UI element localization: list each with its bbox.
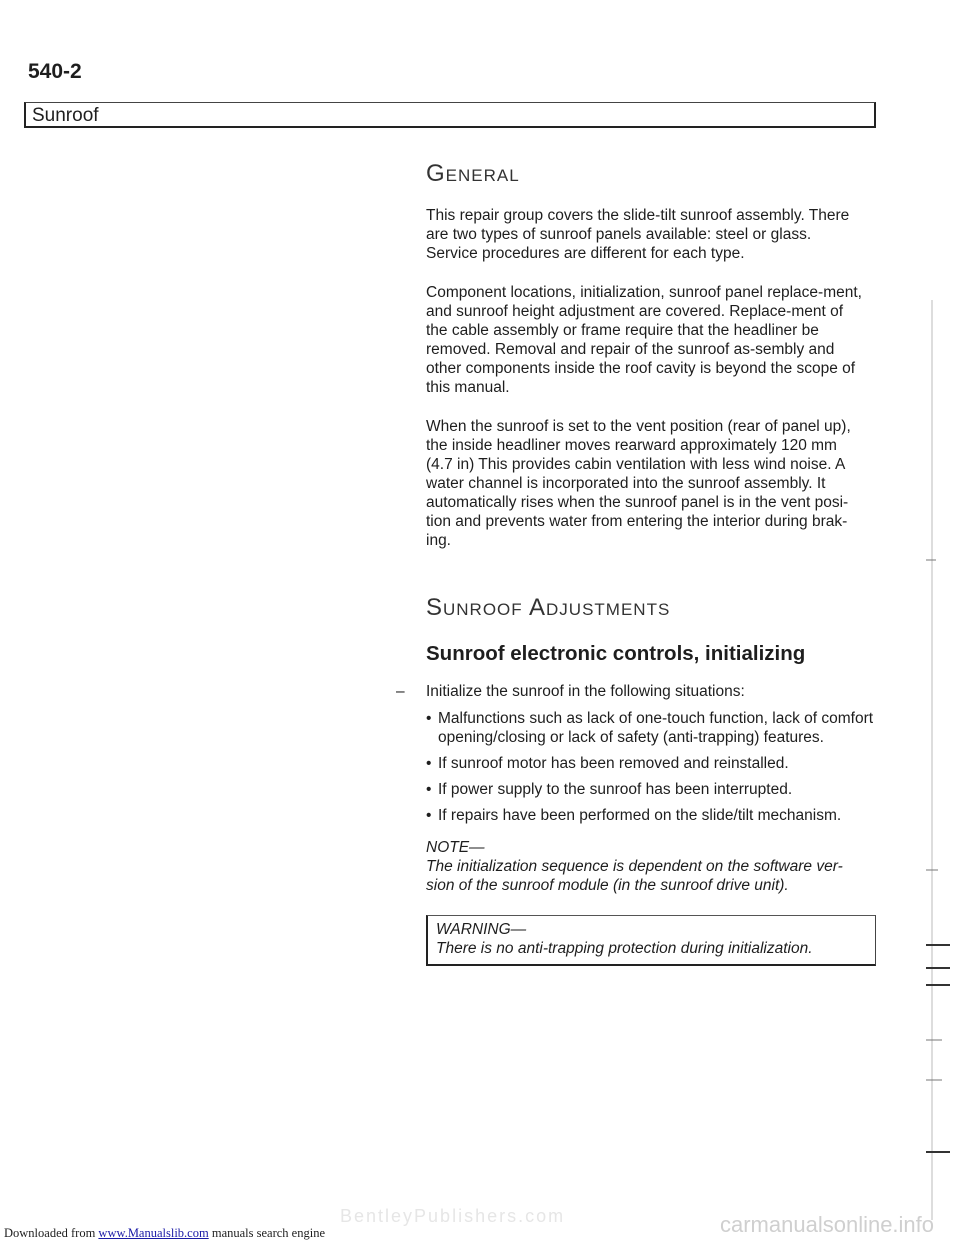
list-item: • If power supply to the sunroof has been interrupted. — [426, 781, 793, 798]
adjustments-heading: Sunroof Adjustments — [426, 594, 671, 621]
note-text: The initialization sequence is dependent on the software ver-sion of the sunroof module (in the sunroof drive unit). — [426, 858, 843, 894]
list-item: • Malfunctions such as lack of one-touch function, lack of comfort opening/closing or lack of safety (anti-trapping) features. — [426, 710, 874, 746]
note-heading: NOTE— — [426, 839, 485, 856]
initializing-subheading: Sunroof electronic controls, initializing — [426, 642, 806, 665]
section-title: Sunroof — [32, 105, 99, 126]
footer-prefix: Downloaded from — [4, 1226, 96, 1240]
download-footer — [4, 1226, 325, 1241]
general-heading: General — [426, 160, 520, 187]
main-content — [396, 160, 876, 966]
bullet-mark: • — [426, 755, 432, 772]
warning-heading: WARNING— — [436, 921, 527, 938]
general-paragraph-3: When the sunroof is set to the vent position (rear of panel up), the inside headliner moves rearward approximately 120 mm (4.7 in) This provides cabin ventilation with less wind noise. A water channel is incorporated into the sunroof assembly. It automatically rises when the sunroof panel is in the vent posi-tion and prevents water from entering the interior during brak-ing. — [426, 418, 851, 549]
step-text: Initialize the sunroof in the following situations: — [426, 683, 745, 700]
bullet-mark: • — [426, 781, 432, 798]
step-dash: – — [396, 683, 405, 700]
footer-suffix: manuals search engine — [211, 1226, 325, 1240]
bullet-mark: • — [426, 710, 432, 727]
procedure-step — [396, 682, 876, 701]
site-watermark: carmanualsonline.info — [720, 1212, 935, 1237]
list-item: • If sunroof motor has been removed and reinstalled. — [426, 755, 789, 772]
section-title-bar — [24, 102, 876, 128]
list-item: • If repairs have been performed on the slide/tilt mechanism. — [426, 807, 842, 824]
manualslib-link[interactable]: www.Manualslib.com — [98, 1226, 209, 1240]
page-edge-marks — [918, 0, 960, 1242]
page-number: 540-2 — [28, 60, 82, 83]
publisher-watermark: BentleyPublishers.com — [340, 1206, 566, 1226]
general-paragraph-2: Component locations, initialization, sunroof panel replace-ment, and sunroof height adjustment are covered. Replace-ment of the cable assembly or frame require that the headliner be removed. Removal and repair of the sunroof as-sembly and other components inside the roof cavity is beyond the scope of this manual. — [426, 284, 862, 396]
warning-text: There is no anti-trapping protection during initialization. — [436, 940, 813, 957]
bullet-mark: • — [426, 807, 432, 824]
general-paragraph-1: This repair group covers the slide-tilt sunroof assembly. There are two types of sunroof panels available: steel or glass. Service procedures are different for each type. — [426, 207, 850, 262]
warning-box — [426, 915, 876, 966]
situation-list — [396, 709, 876, 825]
